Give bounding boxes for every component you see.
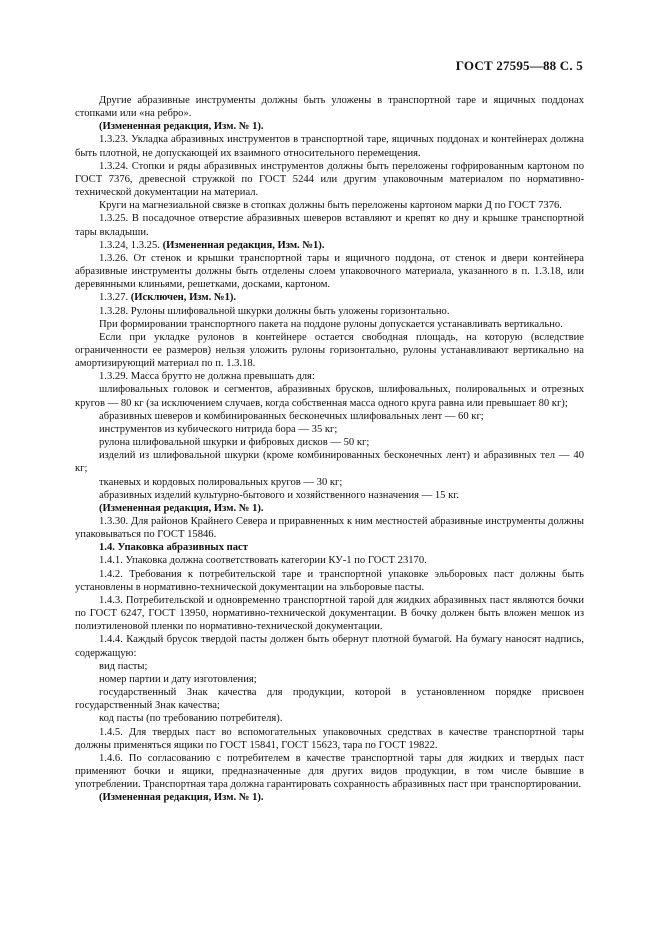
clause-1-3-30: 1.3.30. Для районов Крайнего Севера и приравненных к ним местностей абразивные инструменты должны упаковываться по ГОСТ 15846.	[75, 516, 584, 541]
list-item: код пасты (по требованию потребителя).	[99, 713, 283, 725]
paragraph: Другие абразивные инструменты должны быть уложены в транспортной таре и ящичных поддонах стопками или «на ребро».	[75, 95, 584, 120]
page-header: ГОСТ 27595—88 С. 5	[455, 58, 583, 73]
list-item: рулона шлифовальной шкурки и фибровых дисков — 50 кг;	[99, 437, 370, 449]
clause-1-4-6: 1.4.6. По согласованию с потребителем в качестве транспортной тары для жидких и твердых паст применяют бочки и ящики, предназначенные для других видов продукции, в том числе бывшие в употреблении. Транспортная тара должна гарантировать сохранность абразивных паст при транспортировании.	[75, 752, 584, 791]
clause-ref: 1.3.24, 1.3.25.	[99, 239, 163, 251]
clause-1-3-26: 1.3.26. От стенок и крышки транспортной тары и ящичного поддона, от стенок и двери контейнера абразивные инструменты должны быть отделены слоем упаковочного материала, указанного в п. 1.3.18, или деревянными клиньями, решетками, досками, картоном.	[75, 252, 584, 291]
section-heading: 1.4. Упаковка абразивных паст	[99, 542, 248, 554]
clause-1-3-23: 1.3.23. Укладка абразивных инструментов в транспортной таре, ящичных поддонах и контейнерах должна быть плотной, не допускающей их взаимного относительного перемещения.	[75, 134, 584, 159]
paragraph: При формировании транспортного пакета на поддоне рулоны допускается устанавливать вертикально.	[99, 318, 563, 330]
list-item: абразивных изделий культурно-бытового и хозяйственного назначения — 15 кг.	[99, 489, 460, 501]
paragraph: Если при укладке рулонов в контейнере остается свободная площадь, на которую (вследствие ограниченности ее размеров) нельзя уложить рулоны горизонтально, рулоны устанавливают вертикально на амортизирующий материал по п. 1.3.18.	[75, 331, 584, 370]
list-item: номер партии и дату изготовления;	[99, 673, 257, 685]
clause-exclusion-line	[75, 291, 584, 304]
list-item: инструментов из кубического нитрида бора — 35 кг;	[99, 423, 338, 435]
list-item: шлифовальных головок и сегментов, абразивных брусков, шлифовальных, полировальных и отрезных кругов — 80 кг (за исключением случаев, когда собственная масса одного круга равна или превышает 80 кг);	[75, 384, 584, 409]
clause-ref: 1.3.27.	[99, 292, 131, 304]
clause-1-3-25: 1.3.25. В посадочное отверстие абразивных шеверов вставляют и крепят ко дну и крышке транспортной тары вкладыши.	[75, 213, 584, 238]
list-item: абразивных шеверов и комбинированных бесконечных шлифовальных лент — 60 кг;	[99, 410, 484, 422]
clause-1-4-2: 1.4.2. Требования к потребительской таре и транспортной упаковке эльборовых паст должны быть установлены в нормативно-технической документации на эльборовые пасты.	[75, 568, 584, 593]
clause-1-3-24: 1.3.24. Стопки и ряды абразивных инструментов должны быть переложены гофрированным картоном по ГОСТ 7376, древесной стружкой по ГОСТ 5244 или другим упаковочным материалом по нормативно-технической документации на материал.	[75, 160, 584, 199]
amendment-note: (Измененная редакция, Изм. № 1).	[99, 792, 264, 804]
amendment-note: (Измененная редакция, Изм. № 1).	[99, 121, 264, 133]
list-item: вид пасты;	[99, 660, 148, 672]
clause-1-4-3: 1.4.3. Потребительской и одновременно транспортной тарой для жидких абразивных паст являются бочки по ГОСТ 6247, ГОСТ 13950, нормативно-технической документации. В бочку должен быть вложен мешок из полиэтиленовой пленки по нормативно-технической документации.	[75, 594, 584, 633]
clause-1-4-5: 1.4.5. Для твердых паст во вспомогательных упаковочных средствах в качестве транспортной тары должны применяться ящики по ГОСТ 15841, ГОСТ 15623, тара по ГОСТ 19822.	[75, 726, 584, 751]
clause-1-4-1: 1.4.1. Упаковка должна соответствовать категории КУ-1 по ГОСТ 23170.	[99, 555, 427, 567]
paragraph: Круги на магнезиальной связке в стопках должны быть переложены картоном марки Д по ГОСТ 7376.	[99, 200, 562, 212]
amendment-note: (Измененная редакция, Изм. № 1).	[99, 502, 264, 514]
amendment-note: (Измененная редакция, Изм. №1).	[162, 239, 325, 251]
list-item: государственный Знак качества для продукции, которой в установленном порядке присвоен государственный Знак качества;	[75, 687, 584, 712]
list-item: изделий из шлифовальной шкурки (кроме комбинированных бесконечных лент) и абразивных тел — 40 кг;	[75, 450, 584, 475]
clause-amendment-line	[75, 239, 584, 252]
document-body	[75, 94, 584, 804]
exclusion-note: (Исключен, Изм. №1).	[130, 292, 237, 304]
list-item: тканевых и кордовых полировальных кругов — 30 кг;	[99, 476, 343, 488]
clause-1-3-28: 1.3.28. Рулоны шлифовальной шкурки должны быть уложены горизонтально.	[99, 305, 450, 317]
clause-1-4-4: 1.4.4. Каждый брусок твердой пасты должен быть обернут плотной бумагой. На бумагу наносят надпись, содержащую:	[75, 634, 584, 659]
clause-1-3-29: 1.3.29. Масса брутто не должна превышать для:	[99, 371, 315, 383]
